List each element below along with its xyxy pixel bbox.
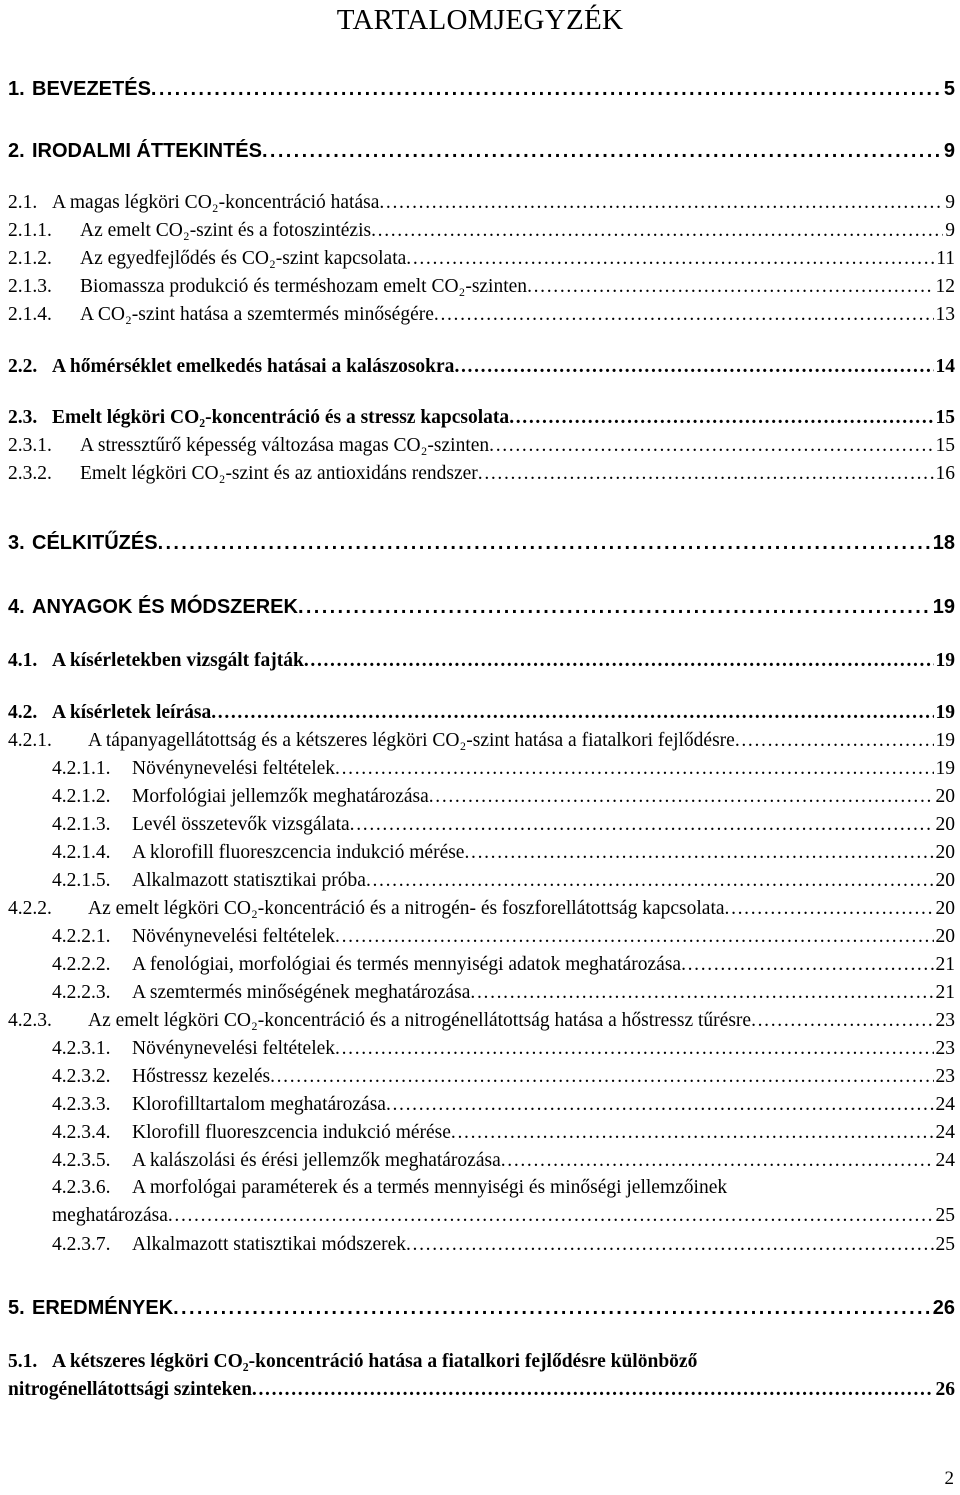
toc-page: 15: [935, 407, 955, 428]
toc-text: ANYAGOK ÉS MÓDSZEREK: [32, 596, 298, 618]
toc-text: CÉLKITŰZÉS: [32, 532, 158, 554]
toc-entry[interactable]: [52, 1230, 955, 1260]
toc-entry-line: [8, 459, 955, 489]
dot-leader: [151, 74, 942, 104]
toc-entry-line: [8, 726, 955, 756]
toc-number: 4.2.3.7.: [52, 1234, 111, 1255]
dot-leader: [270, 1062, 933, 1092]
dot-leader: [509, 403, 933, 433]
toc-entry-line: [8, 136, 955, 166]
toc-entry[interactable]: [8, 352, 955, 382]
toc-page: 5: [943, 78, 955, 100]
toc-text: A magas légköri CO₂-koncentráció hatása: [52, 192, 380, 213]
toc-entry-line: [52, 1146, 955, 1176]
toc-entry-line: [8, 646, 955, 676]
toc-entry-line: [52, 978, 955, 1008]
toc-entry[interactable]: [8, 1006, 955, 1036]
toc-number: 4.2.3.2.: [52, 1066, 111, 1087]
toc-entry[interactable]: [8, 592, 955, 622]
toc-entry-line: [52, 1034, 955, 1064]
toc-text: Biomassza produkció és terméshozam emelt CO₂-szinten: [80, 276, 528, 297]
dot-leader: [527, 272, 933, 302]
toc-entry[interactable]: [52, 754, 955, 784]
toc-entry[interactable]: [52, 866, 955, 896]
toc-entry[interactable]: [8, 1293, 955, 1323]
dot-leader: [335, 754, 933, 784]
toc-entry[interactable]: [8, 272, 955, 302]
toc-text: Hőstressz kezelés: [132, 1066, 271, 1087]
dot-leader: [252, 1376, 934, 1404]
toc-text: EREDMÉNYEK: [32, 1297, 174, 1319]
toc-text: A hőmérséklet emelkedés hatásai a kalászosokra: [52, 356, 455, 377]
toc-text: Emelt légköri CO₂-koncentráció és a stressz kapcsolata: [52, 407, 510, 428]
toc-entry-line: [52, 950, 955, 980]
toc-entry-first-line: [52, 1174, 955, 1202]
toc-entry-line: [52, 782, 955, 812]
toc-entry-line: [8, 1006, 955, 1036]
toc-entry[interactable]: [8, 646, 955, 676]
toc-entry-line: [8, 894, 955, 924]
toc-text: Alkalmazott statisztikai módszerek: [132, 1234, 406, 1255]
toc-text: A morfológai paraméterek és a termés mennyiségi és minőségi jellemzőinek: [132, 1177, 728, 1198]
toc-text: A stressztűrő képesség változása magas CO₂-szinten: [80, 435, 490, 456]
toc-entry[interactable]: [52, 1118, 955, 1148]
toc-number: 4.2.3.5.: [52, 1150, 111, 1171]
toc-entry[interactable]: [52, 950, 955, 980]
toc-number: 2.1.: [8, 192, 38, 213]
toc-page: 26: [932, 1297, 955, 1319]
toc-page: 21: [935, 954, 955, 975]
toc-entry-line: [8, 244, 955, 274]
toc-entry[interactable]: [8, 726, 955, 756]
toc-page: 20: [935, 842, 955, 863]
toc-entry-line: [52, 1118, 955, 1148]
toc-number: 4.2.2.1.: [52, 926, 111, 947]
toc-entry-line: [8, 403, 955, 433]
dot-leader: [371, 216, 943, 246]
toc-entry[interactable]: [52, 1062, 955, 1092]
toc-number: 4.2.3.1.: [52, 1038, 111, 1059]
toc-entry-line: [52, 866, 955, 896]
dot-leader: [386, 1090, 934, 1120]
toc-page: 23: [935, 1010, 955, 1031]
toc-text: Emelt légköri CO₂-szint és az antioxidáns rendszer: [80, 463, 478, 484]
toc-text: A kétszeres légköri CO₂-koncentráció hatása a fiatalkori fejlődésre különböző: [52, 1351, 698, 1372]
toc-title: TARTALOMJEGYZÉK: [336, 4, 624, 36]
dot-leader: [366, 866, 934, 896]
toc-entry-line: [52, 1090, 955, 1120]
toc-entry[interactable]: [8, 403, 955, 433]
toc-text: A kísérletekben vizsgált fajták: [52, 650, 304, 671]
page-number: 2: [944, 1468, 954, 1489]
toc-entry-line: [52, 922, 955, 952]
toc-entry[interactable]: [8, 216, 955, 246]
toc-entry[interactable]: [8, 459, 955, 489]
toc-entry-line: [52, 1062, 955, 1092]
toc-text: Az emelt légköri CO₂-koncentráció és a nitrogén- és foszforellátottság kapcsolata: [88, 898, 725, 919]
toc-number: 2.: [8, 140, 25, 162]
toc-page: 18: [932, 532, 955, 554]
toc-entry-first-line: [8, 1348, 955, 1376]
toc-entry[interactable]: [52, 782, 955, 812]
toc-text: Alkalmazott statisztikai próba: [132, 870, 366, 891]
toc-entry-line: [8, 698, 955, 728]
toc-entry[interactable]: [52, 978, 955, 1008]
toc-number: 4.2.1.2.: [52, 786, 111, 807]
toc-number: 4.2.1.4.: [52, 842, 111, 863]
toc-number: 2.1.2.: [8, 248, 52, 269]
toc-number: 4.2.3.4.: [52, 1122, 111, 1143]
dot-leader: [454, 352, 933, 382]
toc-page: 14: [935, 356, 955, 377]
toc-entry[interactable]: [8, 244, 955, 274]
toc-text: BEVEZETÉS: [32, 78, 151, 100]
toc-text-continued: meghatározása: [52, 1205, 168, 1226]
toc-text: Növénynevelési feltételek: [132, 1038, 336, 1059]
toc-page: 19: [935, 758, 955, 779]
toc-entry[interactable]: [8, 698, 955, 728]
toc-entry[interactable]: [52, 838, 955, 868]
toc-page: 19: [935, 702, 955, 723]
dot-leader: [725, 894, 934, 924]
toc-entry-second-line: [8, 1376, 955, 1404]
toc-page: 16: [935, 463, 955, 484]
toc-page: 24: [935, 1150, 955, 1171]
toc-entry-line: [8, 272, 955, 302]
toc-number: 2.1.3.: [8, 276, 52, 297]
toc-page: 21: [935, 982, 955, 1003]
toc-number: 4.2.3.3.: [52, 1094, 111, 1115]
dot-leader: [489, 431, 933, 461]
toc-text: Növénynevelési feltételek: [132, 758, 336, 779]
toc-entry[interactable]: [8, 1348, 955, 1406]
toc-number: 1.: [8, 78, 25, 100]
dot-leader: [434, 300, 934, 330]
toc-number: 2.3.2.: [8, 463, 52, 484]
toc-text: A CO₂-szint hatása a szemtermés minőségére: [80, 304, 434, 325]
toc-text: Az egyedfejlődés és CO₂-szint kapcsolata: [80, 248, 407, 269]
toc-number: 4.2.: [8, 702, 38, 723]
toc-page: 26: [935, 1379, 955, 1400]
toc-entry-line: [52, 838, 955, 868]
toc-number: 4.2.1.5.: [52, 870, 111, 891]
toc-entry-line: [8, 431, 955, 461]
toc-page: 20: [935, 926, 955, 947]
toc-page: 11: [936, 248, 955, 269]
toc-entry[interactable]: [52, 1034, 955, 1064]
dot-leader: [158, 528, 931, 558]
toc-text: Az emelt CO₂-szint és a fotoszintézis: [80, 220, 372, 241]
toc-entry[interactable]: [8, 431, 955, 461]
toc-text: Morfológiai jellemzők meghatározása: [132, 786, 429, 807]
toc-entry-line: [8, 300, 955, 330]
toc-text: A klorofill fluoreszcencia indukció mérése: [132, 842, 465, 863]
toc-page: 13: [935, 304, 955, 325]
toc-number: 2.1.1.: [8, 220, 52, 241]
dot-leader: [379, 188, 943, 218]
toc-text: Klorofill fluoreszcencia indukció mérése: [132, 1122, 451, 1143]
toc-text: A szemtermés minőségének meghatározása: [132, 982, 471, 1003]
toc-page: 24: [935, 1122, 955, 1143]
toc-entry[interactable]: [8, 528, 955, 558]
toc-text: A fenológiai, morfológiai és termés mennyiségi adatok meghatározása: [132, 954, 682, 975]
toc-text: Klorofilltartalom meghatározása: [132, 1094, 386, 1115]
toc-number: 4.2.2.3.: [52, 982, 111, 1003]
toc-page: 20: [935, 814, 955, 835]
toc-entry[interactable]: [52, 1146, 955, 1176]
dot-leader: [350, 810, 934, 840]
toc-page: 25: [935, 1205, 955, 1226]
toc-page: 23: [935, 1066, 955, 1087]
toc-page: 19: [932, 596, 955, 618]
toc-page: 24: [935, 1094, 955, 1115]
dot-leader: [335, 922, 933, 952]
toc-page: 9: [945, 220, 955, 241]
toc-text: A tápanyagellátottság és a kétszeres légköri CO₂-szint hatása a fiatalkori fejlődésre: [88, 730, 735, 751]
dot-leader: [429, 782, 934, 812]
toc-number: 5.1.: [8, 1351, 38, 1372]
toc-number: 5.: [8, 1297, 25, 1319]
toc-page: 25: [935, 1234, 955, 1255]
toc-number: 2.3.: [8, 407, 38, 428]
toc-entry[interactable]: [8, 136, 955, 166]
toc-entry[interactable]: [8, 300, 955, 330]
toc-text: Növénynevelési feltételek: [132, 926, 336, 947]
toc-text: A kísérletek leírása: [52, 702, 212, 723]
toc-entry-line: [52, 1230, 955, 1260]
toc-number: 4.2.3.6.: [52, 1177, 111, 1198]
toc-entry[interactable]: [8, 188, 955, 218]
dot-leader: [451, 1118, 934, 1148]
toc-entry-second-line: [52, 1202, 955, 1230]
toc-entry[interactable]: [52, 922, 955, 952]
toc-entry[interactable]: [52, 1090, 955, 1120]
dot-leader: [262, 136, 942, 166]
dot-leader: [681, 950, 933, 980]
toc-page: 20: [935, 870, 955, 891]
dot-leader: [735, 726, 934, 756]
toc-number: 4.2.2.2.: [52, 954, 111, 975]
toc-page: 9: [945, 192, 955, 213]
toc-entry-line: [52, 754, 955, 784]
toc-text: IRODALMI ÁTTEKINTÉS: [32, 140, 262, 162]
toc-entry-line: [52, 810, 955, 840]
toc-entry[interactable]: [52, 810, 955, 840]
toc-text-continued: nitrogénellátottsági szinteken: [8, 1379, 252, 1400]
toc-text: Az emelt légköri CO₂-koncentráció és a nitrogénellátottság hatása a hőstressz tűrésre: [88, 1010, 752, 1031]
toc-entry-line: [8, 188, 955, 218]
toc-entry-line: [8, 528, 955, 558]
dot-leader: [406, 244, 934, 274]
toc-entry-line: [8, 592, 955, 622]
toc-text: Levél összetevők vizsgálata: [132, 814, 350, 835]
dot-leader: [173, 1293, 931, 1323]
dot-leader: [478, 459, 934, 489]
toc-number: 4.2.2.: [8, 898, 52, 919]
dot-leader: [751, 1006, 933, 1036]
toc-number: 4.: [8, 596, 25, 618]
toc-page: 12: [935, 276, 955, 297]
toc-entry-line: [8, 1293, 955, 1323]
toc-number: 2.2.: [8, 356, 38, 377]
toc-entry[interactable]: [8, 894, 955, 924]
toc-entry-line: [8, 216, 955, 246]
toc-entry-line: [8, 74, 955, 104]
dot-leader: [464, 838, 933, 868]
toc-text: A kalászolási és érési jellemzők meghatározása: [132, 1150, 501, 1171]
toc-entry[interactable]: [8, 74, 955, 104]
toc-page: 20: [935, 898, 955, 919]
dot-leader: [501, 1146, 934, 1176]
dot-leader: [298, 592, 931, 622]
toc-page: 19: [935, 650, 955, 671]
toc-entry-line: [8, 352, 955, 382]
dot-leader: [470, 978, 933, 1008]
dot-leader: [168, 1202, 934, 1230]
dot-leader: [211, 698, 933, 728]
dot-leader: [304, 646, 934, 676]
toc-entry[interactable]: [52, 1174, 955, 1232]
toc-number: 4.2.3.: [8, 1010, 52, 1031]
toc-number: 4.2.1.3.: [52, 814, 111, 835]
toc-number: 4.2.1.: [8, 730, 52, 751]
dot-leader: [335, 1034, 933, 1064]
toc-number: 4.2.1.1.: [52, 758, 111, 779]
toc-page: 19: [935, 730, 955, 751]
toc-number: 4.1.: [8, 650, 38, 671]
toc-page: 15: [935, 435, 955, 456]
toc-number: 2.1.4.: [8, 304, 52, 325]
dot-leader: [406, 1230, 934, 1260]
toc-number: 2.3.1.: [8, 435, 52, 456]
toc-page: 9: [943, 140, 955, 162]
toc-number: 3.: [8, 532, 25, 554]
toc-page: 23: [935, 1038, 955, 1059]
toc-page: 20: [935, 786, 955, 807]
